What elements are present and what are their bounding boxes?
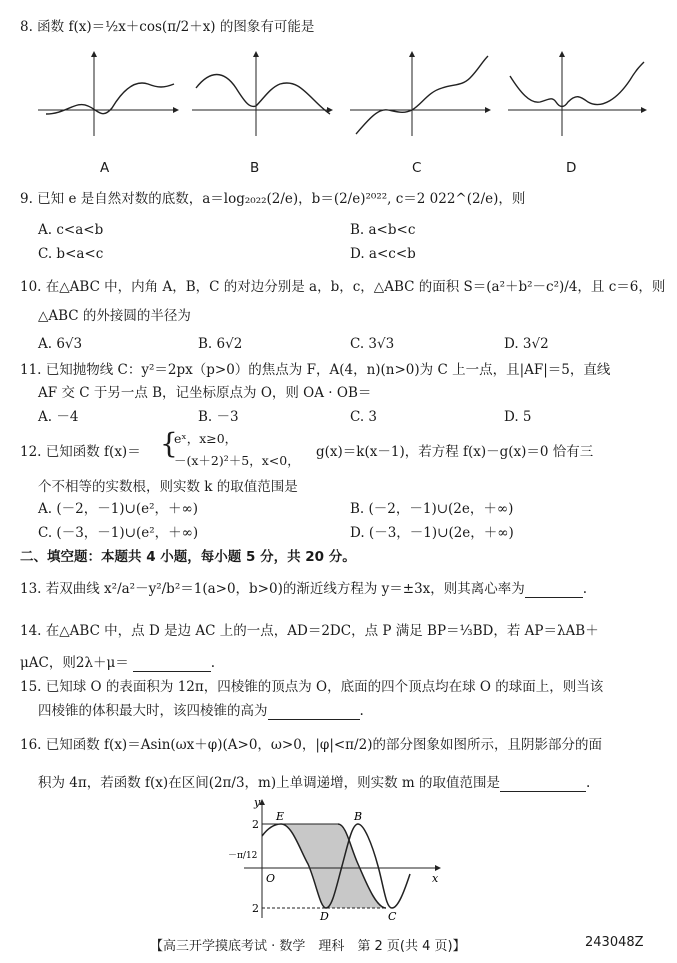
q15-answer-blank[interactable] bbox=[268, 705, 360, 720]
footer-code: 243048Z bbox=[585, 935, 644, 950]
q16-label-e: E bbox=[276, 810, 285, 823]
q16-label-2-bottom: 2 bbox=[252, 902, 259, 915]
q16-label-neg-pi12: －π/12 bbox=[228, 851, 258, 861]
q12-option-d: D. (－3，－1)∪(2e，＋∞) bbox=[350, 525, 514, 541]
q13-answer-blank[interactable] bbox=[525, 583, 583, 598]
section-fill-in-blank-heading: 二、填空题：本题共 4 小题，每小题 5 分，共 20 分。 bbox=[20, 549, 356, 565]
q16-label-d: D bbox=[320, 910, 329, 922]
q11-stem-line1: 11. 已知抛物线 C：y²＝2px（p>0）的焦点为 F，A(4，n)(n>0)为 C 上一点，且|AF|＝5，直线 bbox=[20, 362, 611, 378]
q15-period: . bbox=[359, 703, 364, 719]
q13-stem bbox=[20, 580, 657, 598]
q15-stem-text: 四棱锥的体积最大时，该四棱锥的高为 bbox=[38, 703, 268, 719]
q16-figure bbox=[226, 796, 446, 922]
q12-option-b: B. (－2，－1)∪(2e，＋∞) bbox=[350, 501, 514, 517]
q16-stem-line2 bbox=[38, 774, 657, 792]
q10-stem-line2: △ABC 的外接圆的半径为 bbox=[38, 308, 191, 324]
q8-label-b: B bbox=[250, 160, 260, 176]
q10-option-d: D. 3√2 bbox=[504, 336, 549, 352]
q12-stem-b: g(x)＝k(x－1)，若方程 f(x)－g(x)＝0 恰有三 bbox=[316, 444, 594, 460]
q16-x-axis-arrow bbox=[435, 865, 441, 871]
q10-option-c: C. 3√3 bbox=[350, 336, 395, 352]
q12-piece2: －(x＋2)²＋5，x<0， bbox=[174, 453, 300, 468]
q14-period: . bbox=[210, 655, 216, 671]
q14-answer-blank[interactable] bbox=[133, 657, 211, 672]
q16-label-c: C bbox=[388, 910, 397, 922]
q9-stem: 9. 已知 e 是自然对数的底数，a＝log₂₀₂₂(2/e)，b＝(2/e)²⁰²², c＝2 022^(2/e)，则 bbox=[20, 191, 526, 207]
q11-option-a: A. －4 bbox=[38, 409, 79, 425]
q16-label-x: x bbox=[432, 872, 439, 885]
q16-period: . bbox=[586, 775, 591, 791]
q8-graph-c bbox=[348, 48, 494, 138]
q16-label-y: y bbox=[254, 796, 261, 809]
q8-graph-d bbox=[506, 48, 652, 138]
q14-stem-line2 bbox=[20, 654, 657, 672]
q9-option-d: D. a<c<b bbox=[350, 246, 416, 262]
footer-title: 【高三开学摸底考试 · 数学 理科 第 2 页(共 4 页)】 bbox=[150, 939, 466, 954]
q9-option-b: B. a<b<c bbox=[350, 222, 416, 238]
q12-piece1: eˣ，x≥0， bbox=[174, 431, 238, 446]
q12-option-a: A. (－2，－1)∪(e²，＋∞) bbox=[38, 501, 199, 517]
q16-label-2-top: 2 bbox=[252, 818, 259, 831]
q15-stem-line2 bbox=[38, 702, 657, 720]
q16-label-b: B bbox=[354, 810, 363, 823]
q15-stem-line1: 15. 已知球 O 的表面积为 12π，四棱锥的顶点为 O，底面的四个顶点均在球 O 的球面上，则当该 bbox=[20, 679, 604, 695]
q11-stem-line2: AF 交 C 于另一点 B，记坐标原点为 O，则 OA · OB＝ bbox=[38, 385, 372, 401]
q12-option-c: C. (－3，－1)∪(e²，＋∞) bbox=[38, 525, 199, 541]
q12-stem-a: 12. 已知函数 f(x)＝ bbox=[20, 444, 141, 460]
q11-option-d: D. 5 bbox=[504, 409, 532, 425]
q9-option-a: A. c<a<b bbox=[38, 222, 104, 238]
q8-label-c: C bbox=[412, 160, 422, 176]
q12-brace: { bbox=[160, 427, 178, 460]
q8-label-a: A bbox=[100, 160, 110, 176]
q8-graph-a bbox=[36, 48, 182, 138]
q8-graph-b bbox=[190, 48, 336, 138]
q16-stem-line1: 16. 已知函数 f(x)＝Asin(ωx＋φ)(A>0，ω>0，|φ|<π/2)的部分图象如图所示，且阴影部分的面 bbox=[20, 737, 602, 753]
q14-stem-text: μAC，则2λ＋μ＝ bbox=[20, 655, 129, 671]
q8-stem: 8. 函数 f(x)＝½x＋cos(π/2＋x) 的图象有可能是 bbox=[20, 19, 315, 35]
q16-answer-blank[interactable] bbox=[500, 777, 586, 792]
q11-option-b: B. －3 bbox=[198, 409, 239, 425]
q16-stem-text: 积为 4π，若函数 f(x)在区间(2π/3，m)上单调递增，则实数 m 的取值范围是 bbox=[38, 775, 501, 791]
q9-option-c: C. b<a<c bbox=[38, 246, 104, 262]
q13-period: . bbox=[582, 581, 588, 597]
q11-option-c: C. 3 bbox=[350, 409, 378, 425]
q16-label-o: O bbox=[266, 872, 276, 885]
q10-stem-line1: 10. 在△ABC 中，内角 A，B，C 的对边分别是 a，b，c，△ABC 的面积 S＝(a²＋b²－c²)/4，且 c＝6，则 bbox=[20, 279, 666, 295]
q14-stem-line1: 14. 在△ABC 中，点 D 是边 AC 上的一点，AD＝2DC，点 P 满足 BP＝⅓BD，若 AP＝λAB＋ bbox=[20, 623, 599, 639]
q12-stem-line2: 个不相等的实数根，则实数 k 的取值范围是 bbox=[38, 479, 298, 495]
q8-label-d: D bbox=[566, 160, 577, 176]
q10-option-a: A. 6√3 bbox=[38, 336, 83, 352]
q13-stem-text: 13. 若双曲线 x²/a²－y²/b²＝1(a>0，b>0)的渐近线方程为 y＝±3x，则其离心率为 bbox=[20, 581, 525, 597]
q10-option-b: B. 6√2 bbox=[198, 336, 243, 352]
